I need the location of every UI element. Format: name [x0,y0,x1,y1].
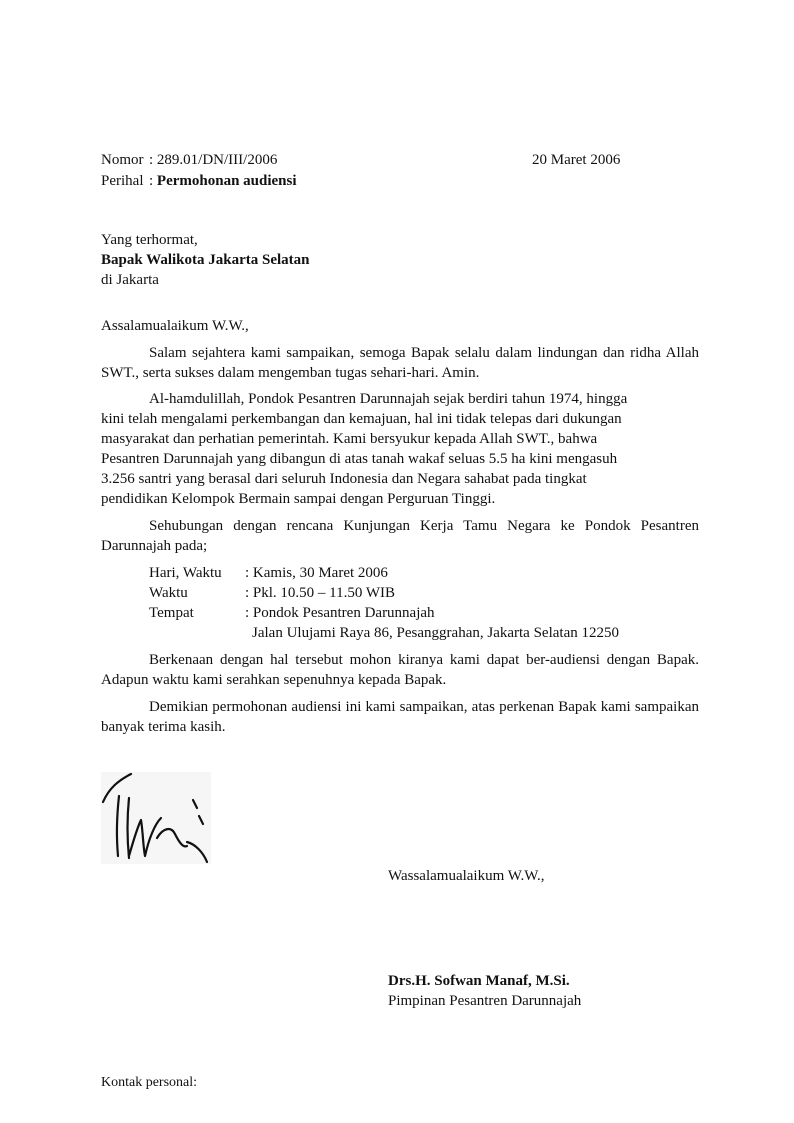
schedule-day-label: Hari, Waktu [149,565,222,581]
recipient-name: Bapak Walikota Jakarta Selatan [101,252,310,268]
nomor-label: Nomor [101,152,144,168]
recipient-salutation: Yang terhormat, [101,232,198,248]
paragraph-5: Demikian permohonan audiensi ini kami sampaikan, atas perkenan Bapak kami sampaikan banyak terima kasih. [101,699,699,735]
schedule-day-value: : Kamis, 30 Maret 2006 [245,565,388,581]
paragraph-2-line-6: pendidikan Kelompok Bermain sampai dengan Perguruan Tinggi. [101,491,496,507]
schedule-place-value: : Pondok Pesantren Darunnajah [245,605,435,621]
schedule-time-value: : Pkl. 10.50 – 11.50 WIB [245,585,396,601]
paragraph-2-line-4: Pesantren Darunnajah yang dibangun di atas tanah wakaf seluas 5.5 ha kini mengasuh [101,451,618,467]
paragraph-1: Salam sejahtera kami sampaikan, semoga Bapak selalu dalam lindungan dan ridha Allah SWT., serta sukses dalam mengemban tugas sehari-hari. Amin. [101,345,699,381]
schedule-time-label: Waktu [149,585,188,601]
nomor-line [101,150,277,170]
paragraph-2-line-3: masyarakat dan perhatian pemerintah. Kami bersyukur kepada Allah SWT., bahwa [101,431,598,447]
letter-date: 20 Maret 2006 [532,152,621,168]
nomor-value: : 289.01/DN/III/2006 [149,152,278,168]
signature-icon [101,772,211,864]
perihal-colon: : [149,173,154,189]
perihal-line [101,171,297,191]
perihal-value: Permohonan audiensi [156,173,297,189]
signature-image [101,772,211,864]
recipient-location: di Jakarta [101,272,159,288]
greeting: Assalamualaikum W.W., [101,318,249,334]
schedule-place-row [149,603,435,623]
paragraph-2-line-1: Al-hamdulillah, Pondok Pesantren Darunnajah sejak berdiri tahun 1974, hingga [149,391,628,407]
closing-farewell: Wassalamualaikum W.W., [388,868,545,884]
schedule-time-row [149,583,395,603]
paragraph-2-line-5: 3.256 santri yang berasal dari seluruh Indonesia dan Negara sahabat pada tingkat [101,471,587,487]
paragraph-4: Berkenaan dengan hal tersebut mohon kiranya kami dapat ber-audiensi dengan Bapak. Adapun waktu kami serahkan sepenuhnya kepada Bapak. [101,652,699,688]
signer-title: Pimpinan Pesantren Darunnajah [388,993,582,1009]
contact-label: Kontak personal: [101,1075,198,1090]
signer-name: Drs.H. Sofwan Manaf, M.Si. [388,973,570,989]
paragraph-3: Sehubungan dengan rencana Kunjungan Kerja Tamu Negara ke Pondok Pesantren Darunnajah pada; [101,518,699,554]
paragraph-2-line-2: kini telah mengalami perkembangan dan kemajuan, hal ini tidak telepas dari dukungan [101,411,622,427]
schedule-place-label: Tempat [149,605,194,621]
perihal-label: Perihal [101,173,144,189]
schedule-day-row [149,563,388,583]
schedule-address: Jalan Ulujami Raya 86, Pesanggrahan, Jakarta Selatan 12250 [252,625,619,641]
